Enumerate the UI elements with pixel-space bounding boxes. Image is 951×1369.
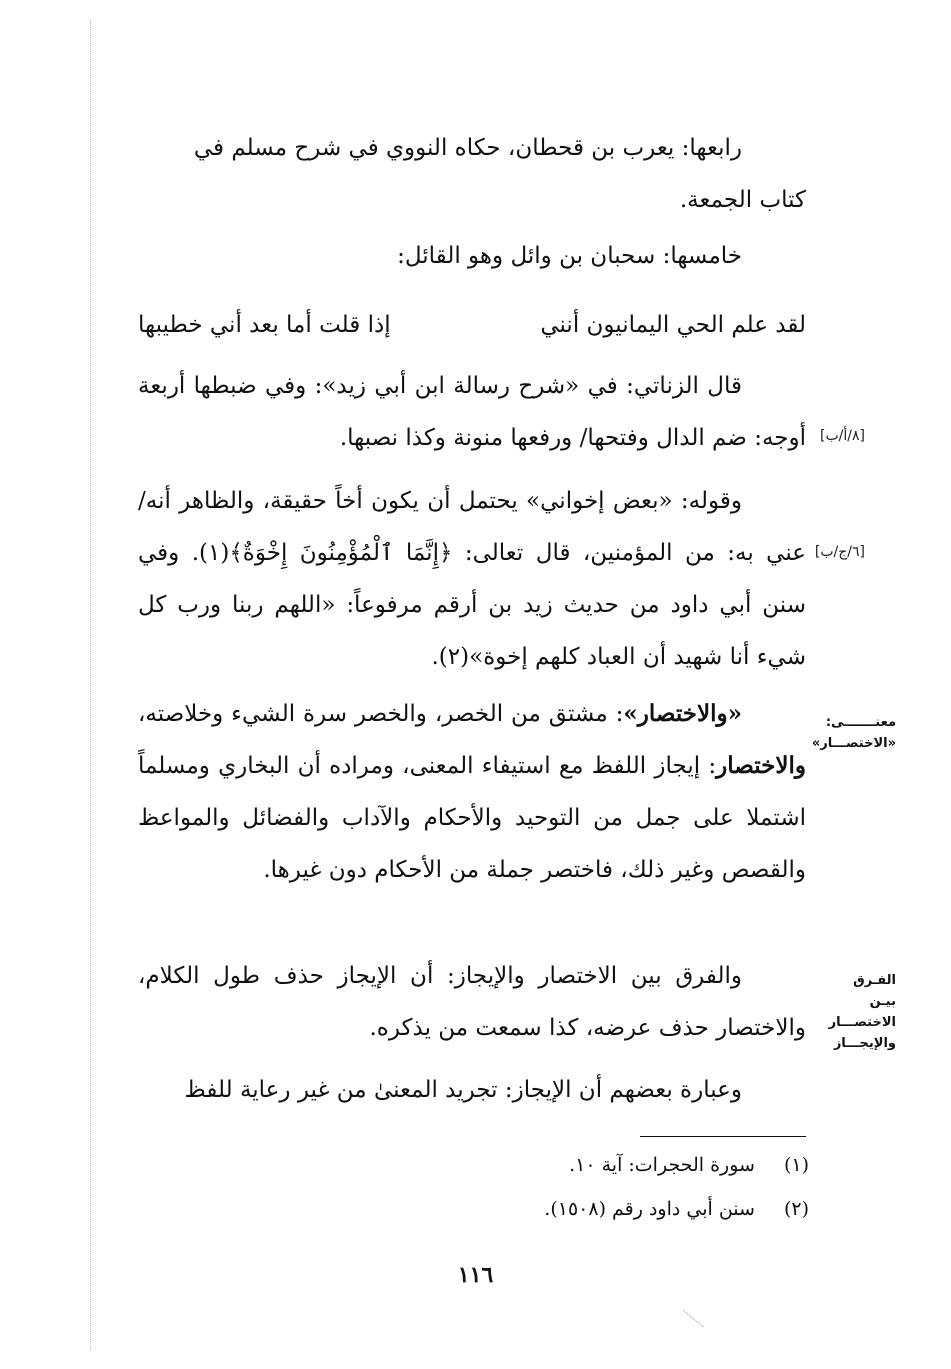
term-ikhtisar: «والاختصار»	[623, 700, 742, 727]
side-heading-line: معنـــــــى:	[825, 715, 896, 730]
side-heading-farq	[826, 970, 896, 1054]
manuscript-marker: [٨/أ/ب]	[820, 428, 865, 444]
side-heading-ikhtisar	[811, 712, 896, 754]
verse-first-hemistich: لقد علم الحي اليمانيون أنني	[540, 312, 806, 338]
footnote-text: سورة الحجرات: آية ١٠.	[569, 1154, 755, 1176]
footnote-1	[569, 1148, 809, 1182]
footnote-text: سنن أبي داود رقم (١٥٠٨).	[544, 1198, 755, 1220]
side-heading-line: الاختصـــار	[828, 1015, 896, 1030]
paragraph-line: رابعها: يعرب بن قحطان، حكاه النووي في شرح مسلم في	[193, 135, 742, 161]
paragraph-khamisuha: خامسها: سحبان بن وائل وهو القائل:	[397, 243, 742, 269]
paragraph-text: : إيجاز اللفظ مع استيفاء المعنى، ومراده أن البخاري ومسلماً اشتملا على جمل من التوحيد والأحكام والآداب والفضائل والمواعظ والقصص وغير ذلك، فاختصر جملة من الأحكام دون غيرها.	[138, 753, 806, 883]
paragraph-zanati: قال الزناتي: في «شرح رسالة ابن أبي زيد»: وفي ضبطها أربعة أوجه: ضم الدال وفتحها/ ورفعها منونة وكذا نصبها.	[138, 373, 806, 451]
paragraph-ikhtisar	[138, 688, 806, 896]
manuscript-marker: [٦/ج/ب]	[814, 544, 865, 560]
verse-second-hemistich: إذا قلت أما بعد أني خطيبها	[138, 312, 391, 338]
paragraph-line: كتاب الجمعة.	[679, 187, 806, 213]
paragraph-text: : مشتق من الخصر، والخصر سرة الشيء وخلاصته،	[138, 701, 624, 727]
scan-edge-dots	[90, 20, 92, 1350]
paragraph-ibara: وعبارة بعضهم أن الإيجاز: تجريد المعنىٰ من غير رعاية للفظ	[184, 1077, 742, 1103]
term-ikhtisar-2: والاختصار	[716, 752, 806, 779]
paragraph-ikhwani: وقوله: «بعض إخواني» يحتمل أن يكون أخاً حقيقة، والظاهر أنه/ عني به: من المؤمنين، قال تعالى: ﴿إِنَّمَا ٱلْمُؤْمِنُونَ إِخْوَةٌ﴾(١). وفي سنن أبي داود من حديث زيد بن أرقم مرفوعاً: «اللهم ربنا ورب كل شيء أنا شهيد أن العباد كلهم إخوة»(٢).	[138, 488, 806, 670]
side-heading-line: الفـرق بيـن	[853, 973, 896, 1009]
footnote-number: (٢)	[783, 1198, 809, 1220]
side-heading-line: «الاختصـــار»	[811, 736, 896, 751]
side-heading-line: والإيجـــاز	[833, 1036, 896, 1051]
poetry-verse	[138, 300, 806, 350]
scan-mark	[682, 1310, 703, 1328]
footnote-2	[544, 1192, 809, 1226]
paragraph-rabiuha	[138, 122, 806, 226]
footnote-number: (١)	[783, 1154, 809, 1176]
paragraph-farq: والفرق بين الاختصار والإيجاز: أن الإيجاز حذف طول الكلام، والاختصار حذف عرضه، كذا سمعت من يذكره.	[138, 963, 806, 1041]
footnote-separator	[640, 1136, 806, 1137]
page-number: ١١٦	[457, 1262, 494, 1288]
